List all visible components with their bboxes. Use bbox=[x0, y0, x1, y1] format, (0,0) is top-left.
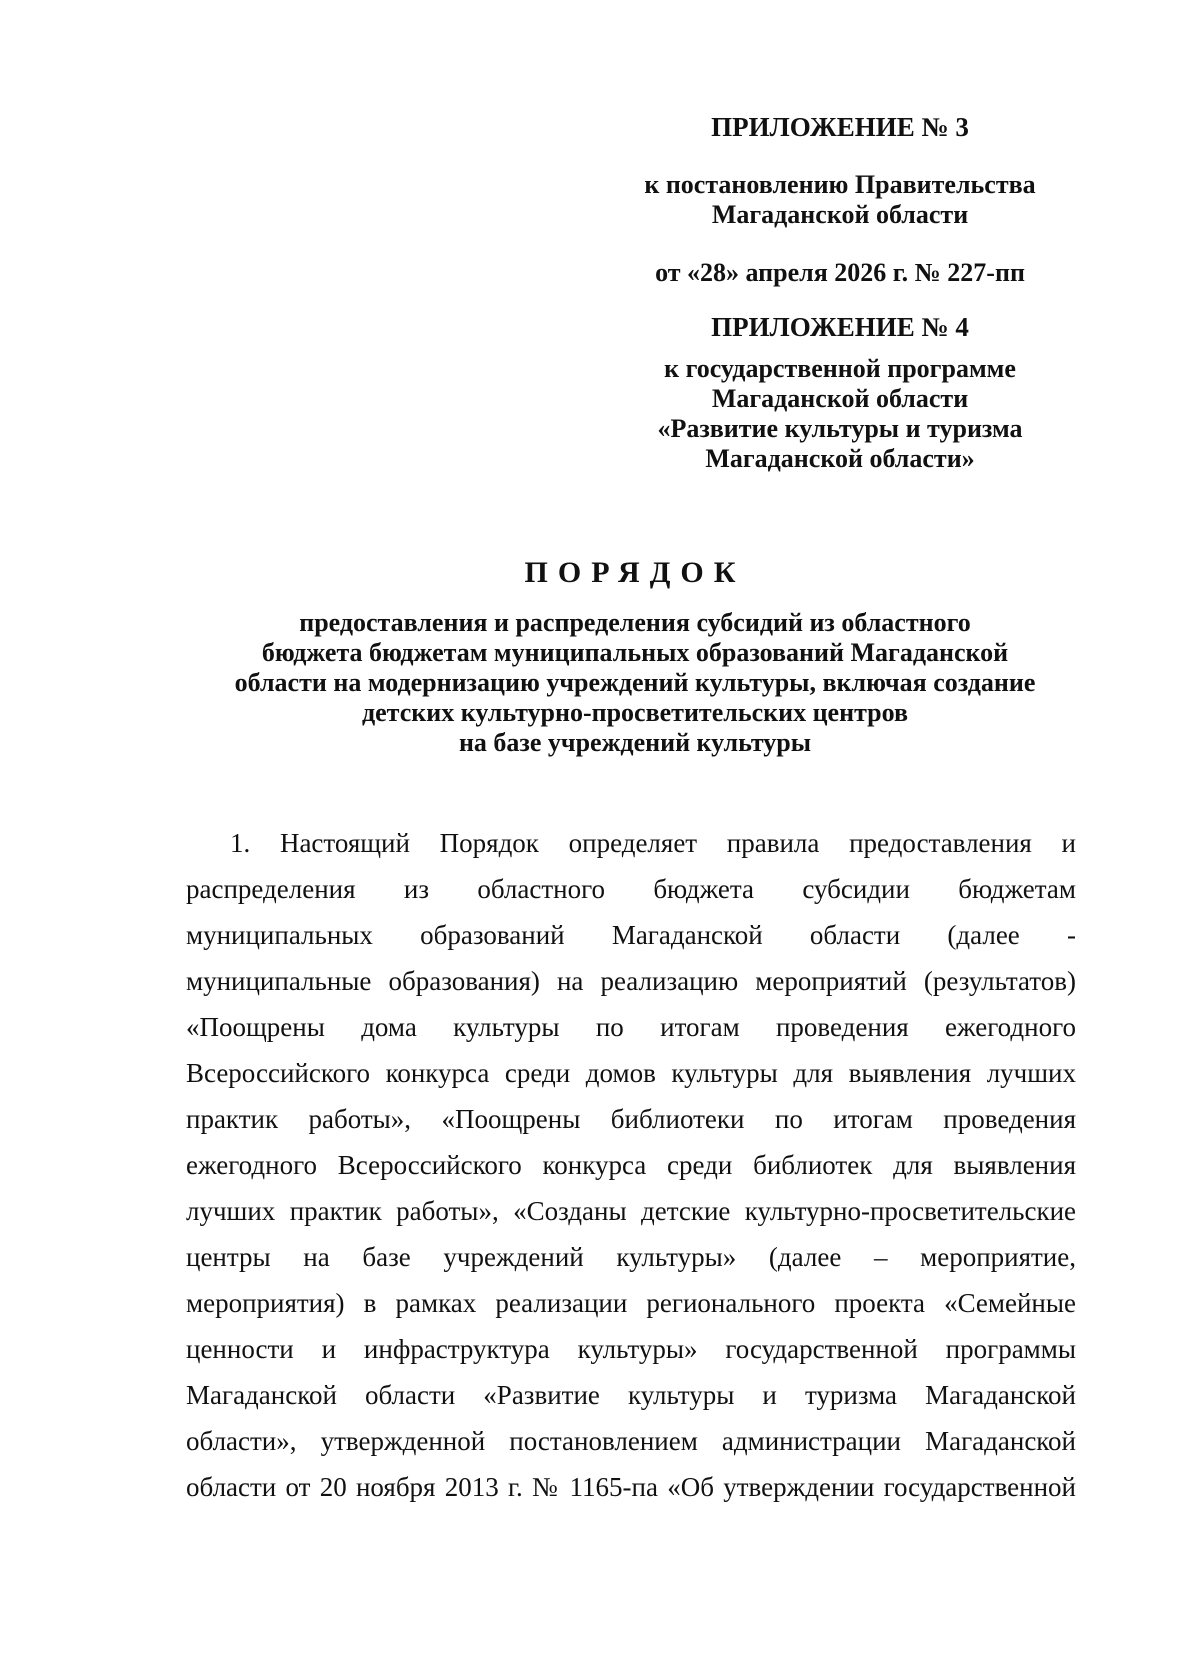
document-title: ПОРЯДОК bbox=[524, 556, 746, 589]
body-line: муниципальные образования) на реализацию мероприятий (результатов) bbox=[186, 966, 1076, 996]
annex4-ref-line-2: Магаданской области bbox=[711, 384, 969, 413]
subtitle-line: области на модернизацию учреждений культуры, включая создание bbox=[234, 668, 1036, 697]
subtitle-line: бюджета бюджетам муниципальных образований Магаданской bbox=[261, 638, 1009, 667]
annex4-ref-line-4: Магаданской области» bbox=[705, 444, 975, 473]
annex3-title-text: ПРИЛОЖЕНИЕ № 3 bbox=[711, 112, 969, 142]
body-line: практик работы», «Поощрены библиотеки по итогам проведения bbox=[186, 1104, 1076, 1134]
annex4-ref-line-1: к государственной программе bbox=[664, 354, 1016, 383]
body-line: «Поощрены дома культуры по итогам проведения ежегодного bbox=[186, 1012, 1076, 1042]
body-line: ценности и инфраструктура культуры» государственной программы bbox=[186, 1334, 1076, 1364]
annex3-ref-line-1: к постановлению Правительства bbox=[644, 170, 1036, 199]
annex3-reference bbox=[600, 170, 1080, 230]
body-line: Всероссийского конкурса среди домов культуры для выявления лучших bbox=[186, 1058, 1076, 1088]
annex3-title bbox=[600, 112, 1080, 142]
body-line: ежегодного Всероссийского конкурса среди библиотек для выявления bbox=[186, 1150, 1076, 1180]
annex4-reference bbox=[600, 354, 1080, 474]
document-subtitle bbox=[160, 608, 1110, 758]
body-line: мероприятия) в рамках реализации регионального проекта «Семейные bbox=[186, 1288, 1076, 1318]
annex4-title-text: ПРИЛОЖЕНИЕ № 4 bbox=[711, 312, 969, 342]
annex3-ref-line-2: Магаданской области bbox=[711, 200, 969, 229]
body-line: муниципальных образований Магаданской области (далее - bbox=[186, 920, 1076, 950]
annex3-date bbox=[600, 258, 1080, 288]
body-line: лучших практик работы», «Созданы детские культурно-просветительские bbox=[186, 1196, 1076, 1226]
body-line: распределения из областного бюджета субсидии бюджетам bbox=[186, 874, 1076, 904]
body-line: центры на базе учреждений культуры» (далее – мероприятие, bbox=[186, 1242, 1076, 1272]
body-line: области», утвержденной постановлением администрации Магаданской bbox=[186, 1426, 1076, 1456]
body-line: 1. Настоящий Порядок определяет правила предоставления и bbox=[230, 828, 1076, 858]
document-heading bbox=[160, 556, 1110, 758]
subtitle-line: на базе учреждений культуры bbox=[458, 728, 812, 757]
body-line: Магаданской области «Развитие культуры и туризма Магаданской bbox=[186, 1380, 1076, 1410]
body-line: области от 20 ноября 2013 г. № 1165-па «Об утверждении государственной bbox=[186, 1472, 1076, 1502]
annex4-ref-line-3: «Развитие культуры и туризма bbox=[657, 414, 1023, 443]
annex4-title bbox=[600, 312, 1080, 342]
subtitle-line: детских культурно-просветительских центров bbox=[361, 698, 909, 727]
subtitle-line: предоставления и распределения субсидий из областного bbox=[299, 608, 971, 637]
body-paragraph bbox=[186, 820, 1076, 1510]
annex3-date-text: от «28» апреля 2026 г. № 227-пп bbox=[655, 258, 1025, 287]
